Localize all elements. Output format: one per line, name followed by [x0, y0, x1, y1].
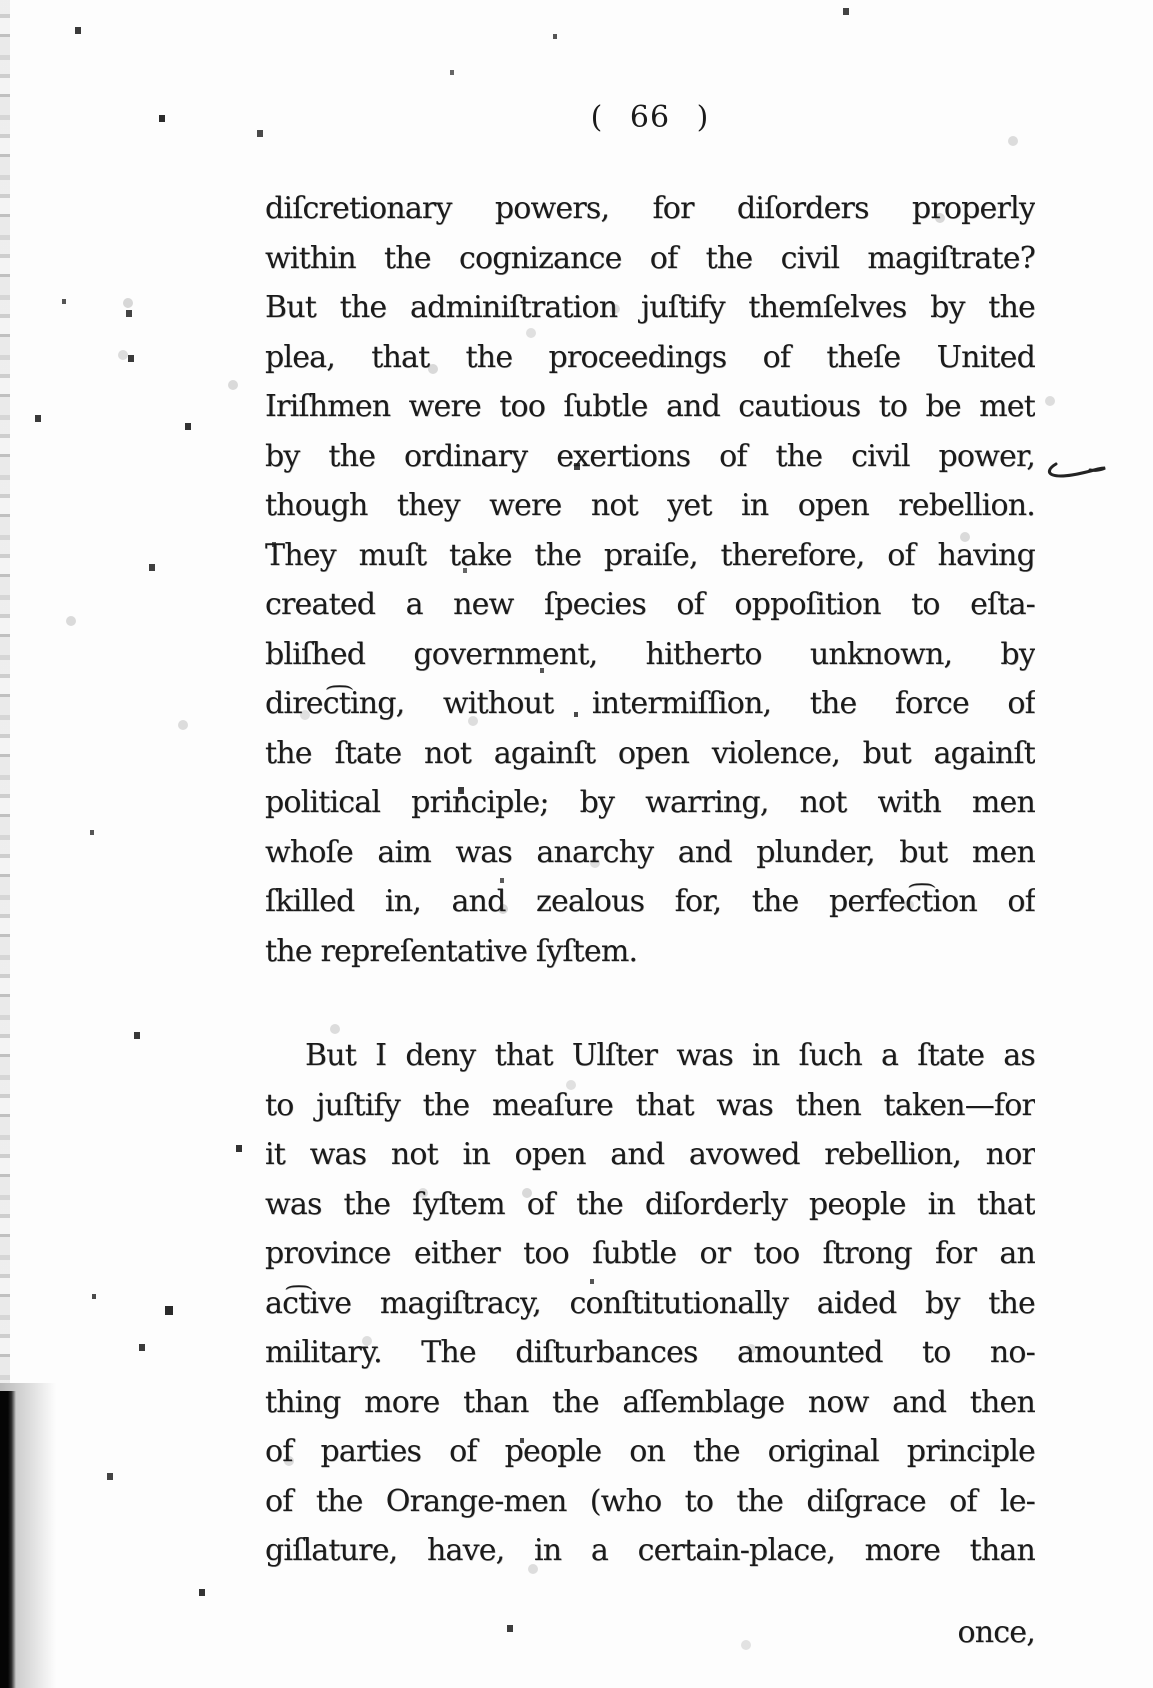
text-line: political principle; by warring, not with men — [265, 785, 1035, 820]
scan-gutter-shadow-black — [0, 1391, 16, 1688]
paragraph — [265, 1031, 1035, 1576]
text-line: thing more than the aſſemblage now and then — [265, 1384, 1035, 1420]
text-line: of parties of people on the original principle — [265, 1434, 1035, 1469]
text-line: though they were not yet in open rebellion. — [265, 488, 1035, 523]
text-line: But I deny that Ulſter was in ſuch a ſtate as — [305, 1038, 1035, 1073]
text-line: the ſtate not againſt open violence, but againſt — [265, 735, 1035, 771]
text-line: province either too ſubtle or too ſtrong for an — [265, 1236, 1035, 1271]
text-line: diſcretionary powers, for diſorders properly — [265, 191, 1035, 226]
paragraph — [265, 184, 1035, 976]
text-line: by the ordinary exertions of the civil power, — [265, 438, 1035, 474]
text-line: military. The diſturbances amounted to no- — [265, 1335, 1035, 1370]
catchword: once, — [957, 1614, 1035, 1650]
text-line: to juſtify the meaſure that was then taken—for — [265, 1087, 1035, 1123]
text-line: They muſt take the praiſe, therefore, of having — [265, 537, 1035, 573]
page-body-text — [265, 184, 1035, 1657]
ink-noise-specks — [0, 0, 4, 5]
handwritten-swash-mark — [1044, 452, 1110, 490]
page-number-header: ( 66 ) — [590, 100, 710, 135]
text-line: plea, that the proceedings of theſe United — [265, 339, 1035, 375]
text-line: But the adminiſtration juſtify themſelves by the — [265, 290, 1035, 325]
text-line: bliſhed government, hitherto unknown, by — [265, 636, 1035, 672]
text-line: created a new ſpecies of oppoſition to eſta- — [265, 587, 1035, 622]
text-line: Iriſhmen were too ſubtle and cautious to be met — [265, 389, 1035, 424]
text-line: the repreſentative ſyſtem. — [265, 933, 638, 969]
text-line: whoſe aim was anarchy and plunder, but men — [265, 834, 1035, 870]
text-line: within the cognizance of the civil magiſtrate? — [265, 240, 1035, 276]
text-line: it was not in open and avowed rebellion, nor — [265, 1137, 1035, 1172]
paragraphs-container — [265, 184, 1035, 1576]
text-line: direc͡ting, without intermiſſion, the force of — [265, 686, 1035, 721]
text-line: of the Orange-men (who to the diſgrace of le- — [265, 1483, 1035, 1519]
text-line: ſkilled in, and zealous for, the perfec͡tion of — [265, 884, 1035, 919]
text-line: giſlature, have, in a certain-place, more than — [265, 1533, 1035, 1568]
text-line: ac͡tive magiſtracy, conſtitutionally aided by the — [265, 1285, 1035, 1321]
text-line: was the ſyſtem of the diſorderly people in that — [265, 1186, 1035, 1222]
